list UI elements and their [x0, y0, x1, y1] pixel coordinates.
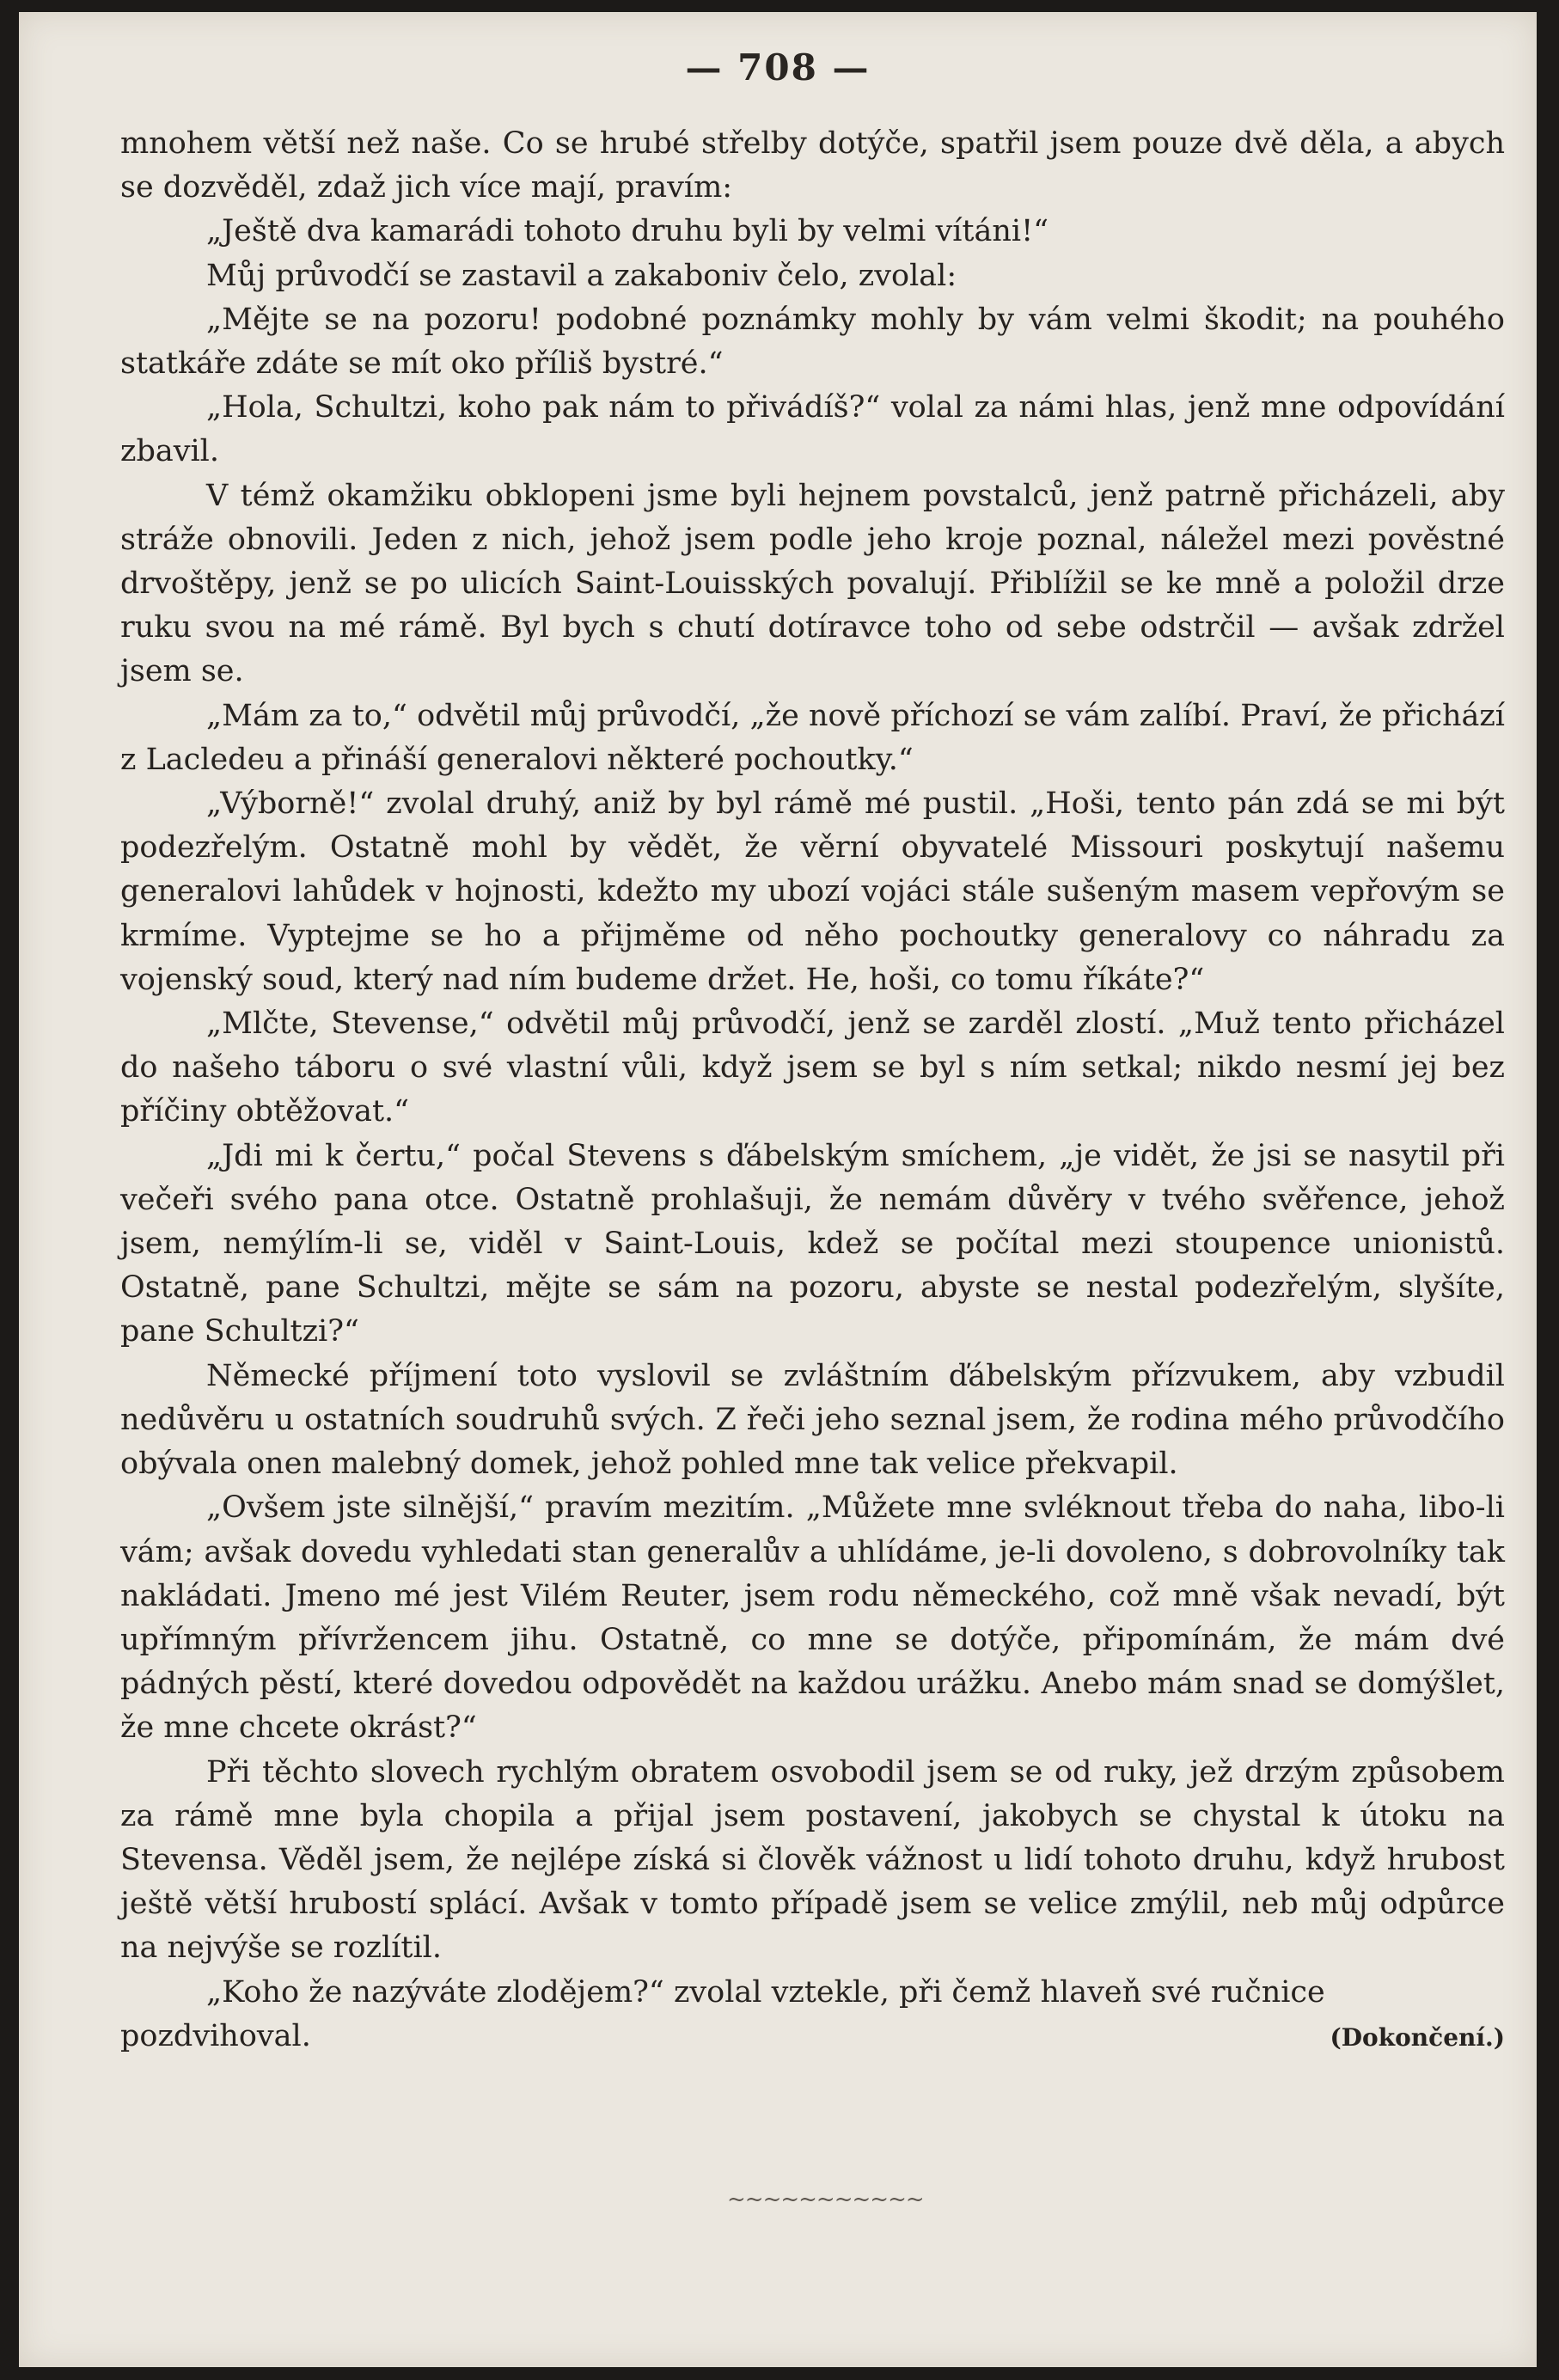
paragraph: „Mám za to,“ odvětil můj průvodčí, „že nově příchozí se vám zalíbí. Praví, že přichází z Lacledeu a přináší generalovi některé pochoutky.“ — [120, 698, 1505, 777]
paragraph: „Ještě dva kamarádi tohoto druhu byli by velmi vítáni!“ — [206, 214, 1049, 249]
paragraph: Můj průvodčí se zastavil a zakaboniv čelo, zvolal: — [206, 258, 957, 293]
paragraph: mnohem větší než naše. Co se hrubé střelby dotýče, spatřil jsem pouze dvě děla, a abych se dozvěděl, zdaž jich více mají, pravím: — [120, 126, 1505, 205]
final-line — [120, 2015, 1505, 2059]
paragraph: „Mějte se na pozoru! podobné poznámky mohly by vám velmi škodit; na pouhého statkáře zdáte se mít oko příliš bystré.“ — [120, 302, 1505, 382]
paragraph: „Ovšem jste silnější,“ pravím mezitím. „Můžete mne svléknout třeba do naha, libo-li vám; avšak dovedu vyhledati stan generalův a uhlídáme, je-li dovoleno, s dobrovolníky tak nakládati. Jmeno mé jest Vilém Reuter, jsem rodu německého, což mně však nevadí, být upřímným přívržencem jihu. Ostatně, co mne se dotýče, připomínám, že mám dvé pádných pěstí, které dovedou odpovědět na každou urážku. Anebo mám snad se domýšlet, že mne chcete okrást?“ — [120, 1490, 1505, 1746]
paragraph: Při těchto slovech rychlým obratem osvobodil jsem se od ruky, jež drzým způsobem za rámě mne byla chopila a přijal jsem postavení, jakobych se chystal k útoku na Stevensa. Věděl jsem, že nejlépe získá si člověk vážnost u lidí tohoto druhu, když hrubost ještě větší hrubostí splácí. Avšak v tomto případě jsem se velice zmýlil, neb můj odpůrce na nejvýše se rozlítil. — [120, 1754, 1505, 1966]
paragraph: „Koho že nazýváte zlodějem?“ zvolal vztekle, při čemž hlaveň své ručnice — [206, 1974, 1325, 2010]
paragraph: „Jdi mi k čertu,“ počal Stevens s ďábelským smíchem, „je vidět, že jsi se nasytil při večeři svého pana otce. Ostatně prohlašuji, že nemám důvěry v tvého svěřence, jehož jsem, nemýlím-li se, viděl v Saint-Louis, kdež se počítal mezi stoupence unionistů. Ostatně, pane Schultzi, mějte se sám na pozoru, abyste se nestal podezřelým, slyšíte, pane Schultzi?“ — [120, 1138, 1505, 1349]
paragraph: „Výborně!“ zvolal druhý, aniž by byl rámě mé pustil. „Hoši, tento pán zdá se mi být podezřelým. Ostatně mohl by vědět, že věrní obyvatelé Missouri poskytují našemu generalovi lahůdek v hojnosti, kdežto my ubozí vojáci stále sušeným masem vepřovým se krmíme. Vyptejme se ho a přijměme od něho pochoutky generalovy co náhradu za vojenský soud, který nad ním budeme držet. He, hoši, co tomu říkáte?“ — [120, 786, 1505, 997]
book-page — [19, 12, 1537, 2367]
continuation-note: (Dokončení.) — [1330, 2022, 1505, 2052]
paragraph: „Hola, Schultzi, koho pak nám to přivádíš?“ volal za námi hlas, jenž mne odpovídání zbavil. — [120, 390, 1505, 469]
paragraph: V témž okamžiku obklopeni jsme byli hejnem povstalců, jenž patrně přicházeli, aby stráže obnovili. Jeden z nich, jehož jsem podle jeho kroje poznal, náležel mezi pověstné drvoštěpy, jenž se po ulicích Saint-Louisských povalují. Přiblížil se ke mně a položil drze ruku svou na mé rámě. Byl bych s chutí dotíravce toho od sebe odstrčil — avšak zdržel jsem se. — [120, 478, 1505, 689]
paragraph: Německé příjmení toto vyslovil se zvláštním ďábelským přízvukem, aby vzbudil nedůvěru u ostatních soudruhů svých. Z řeči jeho seznal jsem, že rodina mého průvodčího obývala onen malebný domek, jehož pohled mne tak velice překvapil. — [120, 1358, 1505, 1482]
page-number: — 708 — — [685, 46, 871, 89]
ornament-divider: ~~~~~~~~~~~ — [727, 2187, 924, 2212]
paragraph: „Mlčte, Stevense,“ odvětil můj průvodčí, jenž se zarděl zlostí. „Muž tento přicházel do našeho táboru o své vlastní vůli, když jsem se byl s ním setkal; nikdo nesmí jej bez příčiny obtěžovat.“ — [120, 1006, 1505, 1129]
body-text — [120, 122, 1505, 2059]
final-words: pozdvihoval. — [120, 2018, 311, 2053]
